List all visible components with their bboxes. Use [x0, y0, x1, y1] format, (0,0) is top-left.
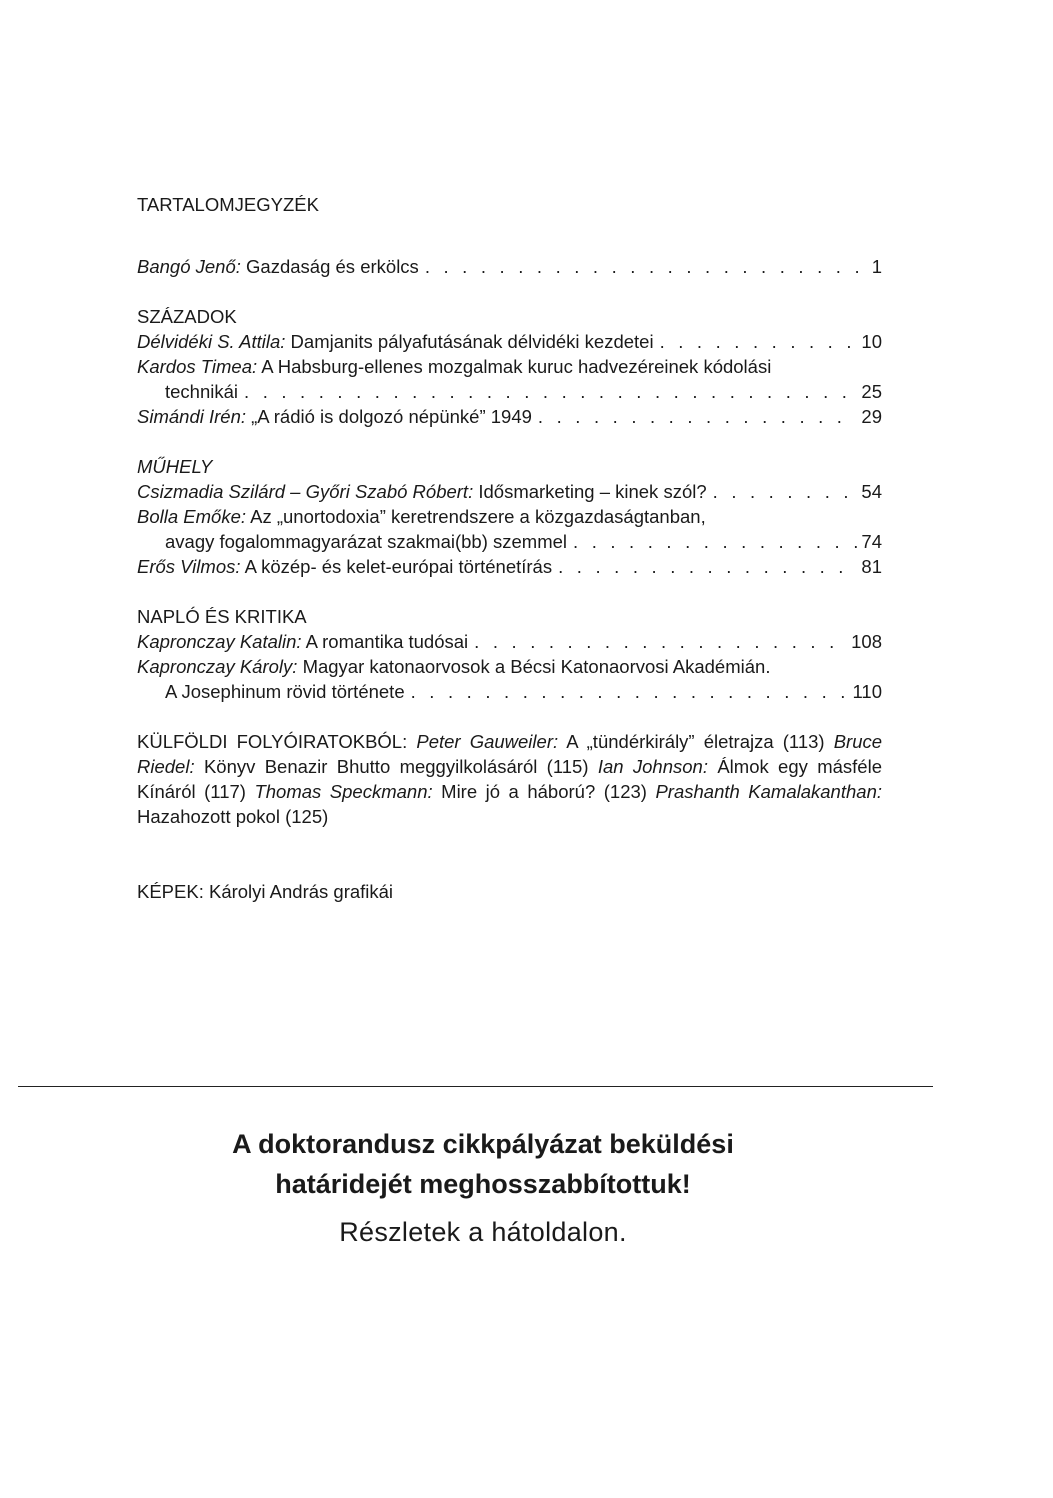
entry-title[interactable]: Álmok egy másféle Kínáról (117) [137, 756, 882, 802]
entry-title: „A rádió is dolgozó népünké” 1949 [251, 406, 532, 427]
toc-entry[interactable] [137, 504, 882, 554]
entry-author: Délvidéki S. Attila: [137, 331, 286, 352]
entry-page: 25 [861, 381, 882, 402]
entry-author: Peter Gauweiler: [416, 731, 559, 752]
section-heading-naplo: NAPLÓ ÉS KRITIKA [137, 606, 307, 627]
entry-author: Prashanth Kamalakanthan: [655, 781, 882, 802]
entry-author: Kapronczay Katalin: [137, 631, 302, 652]
foreign-journals-heading: KÜLFÖLDI FOLYÓIRATOKBÓL: [137, 731, 408, 752]
entry-author: Erős Vilmos: [137, 556, 241, 577]
entry-title: Az „unortodoxia” keretrendszere a közgazdaságtanban, [250, 506, 706, 527]
entry-author: Thomas Speckmann: [254, 781, 433, 802]
toc-entry[interactable] [137, 654, 882, 704]
images-credit [137, 879, 882, 904]
entry-author: Bangó Jenő: [137, 256, 241, 277]
entry-page: 74 [861, 531, 882, 552]
entry-title[interactable]: Hazahozott pokol (125) [137, 806, 329, 827]
entry-page: 110 [852, 681, 882, 702]
entry-author: Kapronczay Károly: [137, 656, 298, 677]
entry-page: 108 [851, 631, 882, 652]
entry-title-continued: A Josephinum rövid története [165, 681, 405, 702]
entry-title: Magyar katonaorvosok a Bécsi Katonaorvosi Akadémián. [302, 656, 771, 677]
entry-title: Idősmarketing – kinek szól? [478, 481, 707, 502]
entry-page: 81 [861, 556, 882, 577]
entry-title-continued: technikái [165, 381, 239, 402]
section-heading-muhely: MŰHELY [137, 456, 213, 477]
entry-title[interactable]: Könyv Benazir Bhutto meggyilkolásáról (115) [203, 756, 589, 777]
dot-leader [425, 254, 868, 279]
toc-entry[interactable] [137, 354, 882, 404]
entry-title: A romantika tudósai [305, 631, 469, 652]
dot-leader [558, 554, 857, 579]
images-heading: KÉPEK: [137, 881, 204, 902]
notice-subline: Részletek a hátoldalon. [339, 1217, 627, 1247]
dot-leader [244, 379, 857, 404]
notice-headline-line2: határidejét meghosszabbítottuk! [275, 1169, 691, 1199]
entry-author: Kardos Timea: [137, 356, 258, 377]
toc-entry-intro[interactable] [137, 254, 882, 279]
table-of-contents [137, 192, 882, 904]
dot-leader [474, 629, 847, 654]
toc-entry[interactable] [137, 629, 882, 654]
entry-author: Simándi Irén: [137, 406, 246, 427]
horizontal-divider [18, 1086, 933, 1087]
foreign-journals-paragraph [137, 729, 882, 829]
entry-author: Ian Johnson: [597, 756, 708, 777]
entry-title-continued: avagy fogalommagyarázat szakmai(bb) szemmel [165, 531, 568, 552]
toc-entry[interactable] [137, 329, 882, 354]
toc-entry[interactable] [137, 479, 882, 504]
entry-page: 29 [861, 406, 882, 427]
dot-leader [538, 404, 858, 429]
entry-title: A Habsburg-ellenes mozgalmak kuruc hadvezéreinek kódolási [261, 356, 772, 377]
images-text: Károlyi András grafikái [208, 881, 394, 902]
entry-title[interactable]: Mire jó a háború? (123) [441, 781, 647, 802]
entry-title: A közép- és kelet-európai történetírás [244, 556, 553, 577]
entry-author: Csizmadia Szilárd – Győri Szabó Róbert: [137, 481, 474, 502]
entry-title: Gazdaság és erkölcs [246, 256, 419, 277]
dot-leader [573, 529, 857, 554]
entry-title: Damjanits pályafutásának délvidéki kezdetei [290, 331, 654, 352]
toc-entry[interactable] [137, 554, 882, 579]
entry-title[interactable]: A „tündérkirály” életrajza (113) [566, 731, 825, 752]
dot-leader [411, 679, 849, 704]
toc-title: TARTALOMJEGYZÉK [137, 194, 319, 215]
toc-entry[interactable] [137, 404, 882, 429]
section-heading-szazadok: SZÁZADOK [137, 306, 237, 327]
entry-page: 1 [871, 256, 882, 277]
entry-page: 10 [861, 331, 882, 352]
notice-headline-line1: A doktorandusz cikkpályázat beküldési [232, 1129, 734, 1159]
entry-author: Bolla Emőke: [137, 506, 246, 527]
dot-leader [660, 329, 858, 354]
entry-page: 54 [861, 481, 882, 502]
entry-author: Bruce Riedel: [137, 731, 883, 777]
dot-leader [713, 479, 858, 504]
